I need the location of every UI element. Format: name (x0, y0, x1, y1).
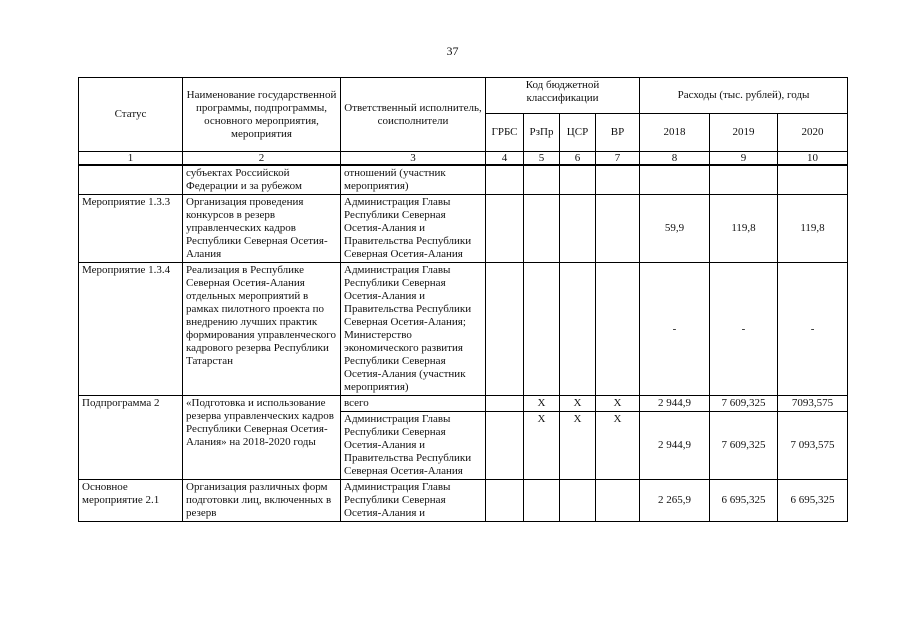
row-2020: 6 695,325 (778, 480, 848, 522)
row-responsible: отношений (участник мероприятия) (341, 165, 486, 195)
row-2019: - (710, 263, 778, 396)
row-vr: X (596, 396, 640, 412)
table-row (79, 480, 848, 522)
row-responsible: Администрация Главы Республики Северная Осетия-Алания и (341, 480, 486, 522)
row-vr: X (596, 412, 640, 480)
column-number: 5 (524, 152, 560, 166)
row-vr (596, 480, 640, 522)
row-rzpr: X (524, 412, 560, 480)
row-2018: 2 265,9 (640, 480, 710, 522)
row-2018: 59,9 (640, 195, 710, 263)
column-number: 8 (640, 152, 710, 166)
row-2019: 7 609,325 (710, 412, 778, 480)
row-rzpr (524, 165, 560, 195)
row-responsible: Администрация Главы Республики Северная Осетия-Алания и Правительства Республики Северная Осетия-Алания (341, 412, 486, 480)
row-2020 (778, 165, 848, 195)
table-row (79, 165, 848, 195)
row-grbs (486, 263, 524, 396)
row-2020: 7 093,575 (778, 412, 848, 480)
column-number-row (79, 152, 848, 166)
row-2019: 119,8 (710, 195, 778, 263)
row-status (79, 165, 183, 195)
row-status: Подпрограмма 2 (79, 396, 183, 480)
row-rzpr (524, 263, 560, 396)
row-status: Мероприятие 1.3.3 (79, 195, 183, 263)
row-csr: X (560, 412, 596, 480)
row-vr (596, 263, 640, 396)
row-grbs (486, 412, 524, 480)
header-grbs: ГРБС (486, 114, 524, 152)
column-number: 3 (341, 152, 486, 166)
row-vr (596, 165, 640, 195)
header-responsible: Ответственный исполнитель, соисполнители (341, 78, 486, 152)
header-name: Наименование государственной программы, подпрограммы, основного мероприятия, мероприятия (183, 78, 341, 152)
header-year-2019: 2019 (710, 114, 778, 152)
table-row (79, 396, 848, 412)
row-2018 (640, 165, 710, 195)
budget-table (78, 77, 848, 522)
row-2018: 2 944,9 (640, 396, 710, 412)
header-year-2020: 2020 (778, 114, 848, 152)
row-name: Организация проведения конкурсов в резерв управленческих кадров Республики Северная Осетия-Алания (183, 195, 341, 263)
row-2019 (710, 165, 778, 195)
row-rzpr (524, 480, 560, 522)
column-number: 2 (183, 152, 341, 166)
row-grbs (486, 195, 524, 263)
table-row (79, 195, 848, 263)
row-grbs (486, 165, 524, 195)
row-responsible: всего (341, 396, 486, 412)
row-csr (560, 195, 596, 263)
column-number: 9 (710, 152, 778, 166)
row-csr (560, 165, 596, 195)
row-responsible: Администрация Главы Республики Северная Осетия-Алания и Правительства Республики Северная Осетия-Алания; Министерство экономического развития Республики Северная Осетия-Алания (участник мероприятия) (341, 263, 486, 396)
row-rzpr (524, 195, 560, 263)
row-2018: 2 944,9 (640, 412, 710, 480)
column-number: 1 (79, 152, 183, 166)
table-row (79, 263, 848, 396)
column-number: 10 (778, 152, 848, 166)
row-vr (596, 195, 640, 263)
row-2019: 7 609,325 (710, 396, 778, 412)
row-csr (560, 480, 596, 522)
row-status: Мероприятие 1.3.4 (79, 263, 183, 396)
row-rzpr: X (524, 396, 560, 412)
row-2020: 119,8 (778, 195, 848, 263)
header-vr: ВР (596, 114, 640, 152)
header-csr: ЦСР (560, 114, 596, 152)
row-status: Основное мероприятие 2.1 (79, 480, 183, 522)
row-csr (560, 263, 596, 396)
row-2018: - (640, 263, 710, 396)
row-csr: X (560, 396, 596, 412)
row-2019: 6 695,325 (710, 480, 778, 522)
row-responsible: Администрация Главы Республики Северная Осетия-Алания и Правительства Республики Северная Осетия-Алания (341, 195, 486, 263)
column-number: 7 (596, 152, 640, 166)
row-name: Реализация в Республике Северная Осетия-Алания отдельных мероприятий в рамках пилотного проекта по внедрению лучших практик формирования управленческого кадрового резерва Республики Татарстан (183, 263, 341, 396)
row-grbs (486, 480, 524, 522)
page-number: 37 (446, 44, 459, 58)
header-rzpr: РзПр (524, 114, 560, 152)
row-name: «Подготовка и использование резерва управленческих кадров Республики Северная Осетия-Алания» на 2018-2020 годы (183, 396, 341, 480)
column-number: 4 (486, 152, 524, 166)
row-name: субъектах Российской Федерации и за рубежом (183, 165, 341, 195)
row-name: Организация различных форм подготовки лиц, включенных в резерв (183, 480, 341, 522)
column-number: 6 (560, 152, 596, 166)
header-expenses: Расходы (тыс. рублей), годы (640, 78, 848, 114)
header-year-2018: 2018 (640, 114, 710, 152)
header-status: Статус (79, 78, 183, 152)
header-budget-code: Код бюджетной классификации (486, 78, 640, 114)
row-grbs (486, 396, 524, 412)
row-2020: - (778, 263, 848, 396)
row-2020: 7093,575 (778, 396, 848, 412)
